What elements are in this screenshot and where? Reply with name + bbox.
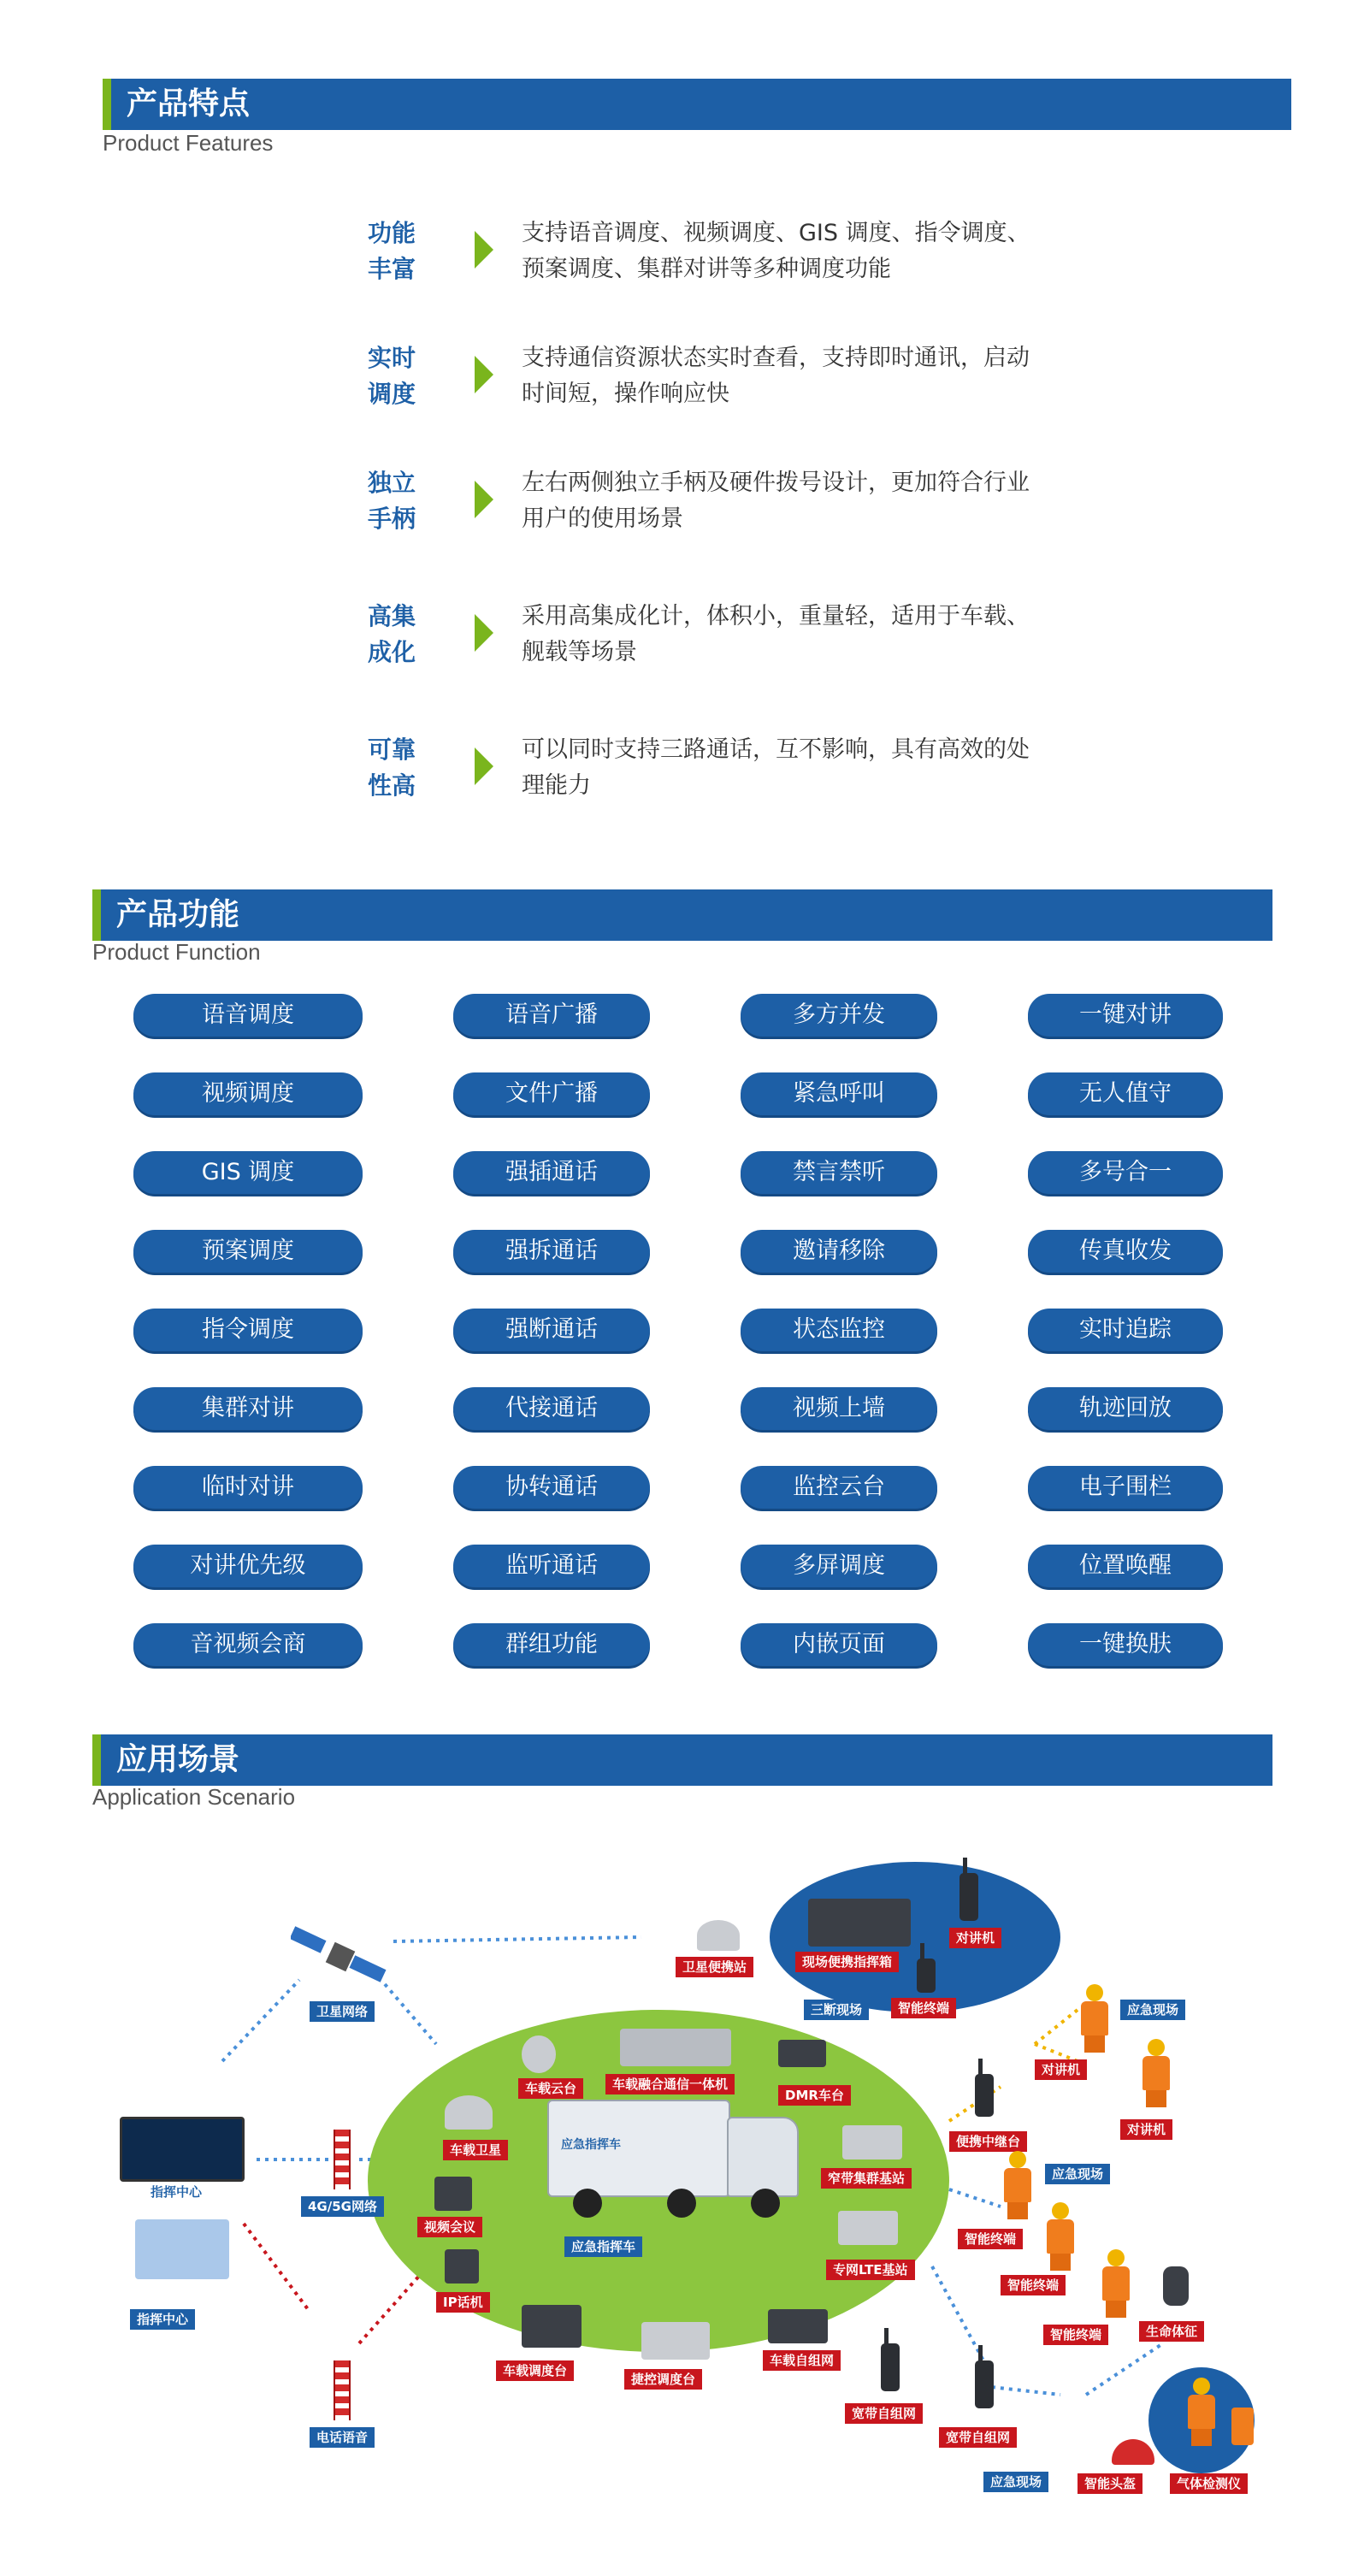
conference-camera-icon (434, 2177, 472, 2211)
function-pill: 位置唤醒 (1028, 1545, 1223, 1587)
feature-item (368, 216, 1052, 310)
function-pill: 多屏调度 (741, 1545, 937, 1587)
portable-satellite-icon (697, 1920, 740, 1951)
portable-dispatch-console-label: 捷控调度台 (624, 2369, 702, 2390)
phone-tower-icon (334, 2360, 351, 2420)
arrow-right-icon (475, 356, 493, 393)
vehicle-fusion-label: 车载融合通信一体机 (605, 2074, 735, 2094)
broadband-radio-icon (975, 2360, 994, 2408)
function-pill: 语音调度 (133, 994, 363, 1037)
smart-terminal-3-label: 智能终端 (1043, 2325, 1108, 2345)
smart-helmet-label: 智能头盔 (1078, 2473, 1142, 2494)
walkie-talkie-icon (959, 1873, 978, 1921)
command-truck (547, 2100, 804, 2219)
field-dispatch-box-icon (808, 1899, 911, 1947)
function-pill: 实时追踪 (1028, 1309, 1223, 1351)
vehicle-adhoc-label: 车载自组网 (763, 2350, 841, 2371)
feature-label: 可靠 性高 (368, 736, 416, 800)
vehicle-dispatch-console-label: 车载调度台 (496, 2360, 574, 2381)
phone-voice-label: 电话语音 (310, 2427, 375, 2448)
function-pill: 无人值守 (1028, 1072, 1223, 1115)
responder-figure (1139, 2039, 1173, 2107)
feature-label: 实时 调度 (368, 344, 416, 408)
portable-relay-label: 便携中继台 (949, 2131, 1027, 2152)
feature-item (368, 732, 1052, 826)
dmr-vehicle-label: DMR车台 (778, 2085, 851, 2106)
function-pill: 指令调度 (133, 1309, 363, 1351)
function-pill: 邀请移除 (741, 1230, 937, 1273)
arrow-right-icon (475, 481, 493, 518)
narrowband-station-label: 窄带集群基站 (821, 2168, 912, 2189)
emergency-site-2-label: 应急现场 (1045, 2164, 1110, 2184)
feature-item (368, 465, 1052, 559)
walkie-right-2-label: 对讲机 (1120, 2119, 1172, 2140)
function-pill: 强插通话 (453, 1151, 650, 1194)
fusion-rack-icon (620, 2029, 731, 2066)
arrow-right-icon (475, 614, 493, 652)
function-pill: 群组功能 (453, 1623, 650, 1666)
three-break-site-label: 三断现场 (804, 2000, 869, 2020)
function-pill: 协转通话 (453, 1466, 650, 1509)
arrow-right-icon (475, 231, 493, 269)
feature-text: 左右两侧独立手柄及硬件拨号设计，更加符合行业用户的使用场景 (522, 470, 1030, 532)
function-pill: 状态监控 (741, 1309, 937, 1351)
video-wall (120, 2117, 245, 2182)
portable-console-icon (641, 2322, 710, 2360)
function-pill: 一键换肤 (1028, 1623, 1223, 1666)
feature-label: 功能 丰富 (368, 219, 416, 283)
function-pill: 预案调度 (133, 1230, 363, 1273)
function-pill: GIS 调度 (133, 1151, 363, 1194)
features-subtitle: Product Features (103, 130, 274, 156)
broadband-adhoc-1-label: 宽带自组网 (845, 2403, 923, 2424)
truck-wheel (573, 2189, 602, 2218)
feature-label: 高集 成化 (368, 602, 416, 666)
scenario-title: 应用场景 (116, 1742, 240, 1777)
feature-item (368, 340, 1052, 434)
emergency-vehicle-label: 应急指挥车 (564, 2236, 642, 2257)
responder-figure (1099, 2249, 1133, 2318)
functions-header-bar (92, 889, 1272, 941)
ip-phone-label: IP话机 (436, 2292, 490, 2313)
smartwatch-icon (1163, 2266, 1189, 2306)
function-pill: 文件广播 (453, 1072, 650, 1115)
function-pill: 多号合一 (1028, 1151, 1223, 1194)
function-pill: 视频上墙 (741, 1387, 937, 1430)
mobile-network-label: 4G/5G网络 (301, 2196, 384, 2217)
smart-terminal-2-label: 智能终端 (1001, 2275, 1066, 2295)
function-pill: 禁言禁听 (741, 1151, 937, 1194)
scenario-header-bar (92, 1734, 1272, 1786)
ptz-camera-icon (522, 2035, 556, 2073)
emergency-site-3-label: 应急现场 (983, 2472, 1048, 2492)
mobile-tower-icon (334, 2130, 351, 2189)
vehicle-ptz-label: 车载云台 (518, 2078, 583, 2099)
function-pill: 紧急呼叫 (741, 1072, 937, 1115)
firefighter-figure (1184, 2378, 1219, 2446)
function-pill: 轨迹回放 (1028, 1387, 1223, 1430)
feature-label: 独立 手柄 (368, 469, 416, 533)
responder-figure (1078, 1984, 1112, 2053)
dispatch-laptop-icon (522, 2305, 582, 2348)
scenario-diagram (94, 1830, 1274, 2497)
truck-wheel (667, 2189, 696, 2218)
feature-text: 可以同时支持三路通话，互不影响，具有高效的处理能力 (522, 736, 1030, 799)
vehicle-satellite-label: 车载卫星 (443, 2140, 508, 2160)
function-pill: 多方并发 (741, 994, 937, 1037)
features-title: 产品特点 (127, 86, 251, 121)
gas-detector-label: 气体检测仪 (1170, 2473, 1248, 2494)
ip-phone-icon (445, 2249, 479, 2284)
arrow-right-icon (475, 747, 493, 785)
broadband-radio-icon (881, 2343, 900, 2391)
smart-terminal-top-label: 智能终端 (891, 1998, 956, 2018)
emergency-site-1-label: 应急现场 (1120, 2000, 1185, 2020)
lte-station-icon (838, 2211, 898, 2245)
truck-body-text: 应急指挥车 (561, 2138, 621, 2152)
functions-title: 产品功能 (116, 897, 240, 932)
function-pill: 电子围栏 (1028, 1466, 1223, 1509)
function-pill: 内嵌页面 (741, 1623, 937, 1666)
function-pill: 传真收发 (1028, 1230, 1223, 1273)
function-pill: 监控云台 (741, 1466, 937, 1509)
satellite-portable-label: 卫星便携站 (676, 1957, 753, 1977)
truck-wheel (751, 2189, 780, 2218)
satellite-network-label: 卫星网络 (310, 2001, 375, 2022)
function-pill: 一键对讲 (1028, 994, 1223, 1037)
vital-signs-label: 生命体征 (1139, 2321, 1204, 2342)
function-pill: 临时对讲 (133, 1466, 363, 1509)
function-pill: 语音广播 (453, 994, 650, 1037)
satellite-dish-icon (445, 2095, 493, 2130)
dmr-radio-icon (778, 2040, 826, 2067)
command-center-screen-label: 指挥中心 (151, 2184, 203, 2200)
function-pill: 视频调度 (133, 1072, 363, 1115)
function-pill: 集群对讲 (133, 1387, 363, 1430)
function-pill: 强断通话 (453, 1309, 650, 1351)
truck-box (547, 2100, 730, 2197)
satellite-icon (291, 1924, 393, 1993)
smart-terminal-1-label: 智能终端 (958, 2229, 1023, 2249)
function-pill: 对讲优先级 (133, 1545, 363, 1587)
gas-detector-icon (1231, 2408, 1254, 2445)
field-portable-box-label: 现场便携指挥箱 (795, 1952, 899, 1972)
function-pill: 音视频会商 (133, 1623, 363, 1666)
feature-text: 支持通信资源状态实时查看，支持即时通讯，启动时间短，操作响应快 (522, 345, 1030, 407)
scenario-subtitle: Application Scenario (92, 1784, 296, 1810)
smart-terminal-icon (917, 1959, 936, 1993)
function-pill: 监听通话 (453, 1545, 650, 1587)
command-center-label: 指挥中心 (130, 2309, 195, 2330)
adhoc-radio-icon (768, 2309, 828, 2343)
responder-figure (1001, 2151, 1035, 2219)
lte-station-label: 专网LTE基站 (826, 2260, 915, 2280)
broadband-adhoc-2-label: 宽带自组网 (939, 2427, 1017, 2448)
functions-subtitle: Product Function (92, 939, 261, 965)
operator-desks (135, 2219, 229, 2279)
feature-text: 采用高集成化计，体积小，重量轻，适用于车载、舰载等场景 (522, 603, 1030, 665)
video-conference-label: 视频会议 (417, 2217, 482, 2237)
features-header-bar (103, 79, 1291, 130)
narrowband-station-icon (842, 2125, 902, 2159)
relay-radio-icon (975, 2074, 994, 2117)
feature-text: 支持语音调度、视频调度、GIS 调度、指令调度、预案调度、集群对讲等多种调度功能 (522, 220, 1030, 282)
walkie-right-1-label: 对讲机 (1035, 2059, 1087, 2080)
function-pill: 代接通话 (453, 1387, 650, 1430)
feature-item (368, 599, 1052, 693)
truck-cab (727, 2117, 799, 2197)
walkie-top-label: 对讲机 (949, 1928, 1001, 1948)
responder-figure (1043, 2202, 1078, 2271)
function-pill: 强拆通话 (453, 1230, 650, 1273)
